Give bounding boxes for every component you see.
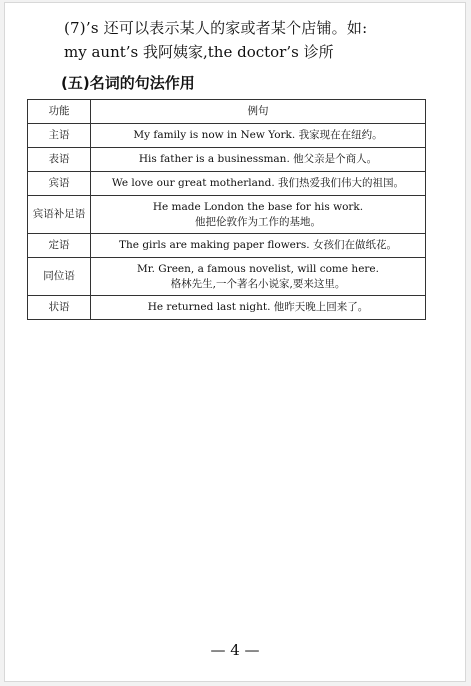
table-row xyxy=(28,148,426,172)
intro-line-1: (7)’s 还可以表示某人的家或者某个店铺。如: xyxy=(64,19,368,37)
example-line: He returned last night. 他昨天晚上回来了。 xyxy=(147,301,369,313)
function-cell: 宾语补足语 xyxy=(28,196,91,234)
table-row xyxy=(28,296,426,320)
table-header-row xyxy=(28,100,426,124)
example-line: He made London the base for his work. xyxy=(152,200,364,213)
noun-function-table xyxy=(27,99,426,320)
example-cell xyxy=(91,124,426,148)
example-line: We love our great motherland. 我们热爱我们伟大的祖国。 xyxy=(111,177,405,189)
function-cell: 状语 xyxy=(28,296,91,320)
page-number: — 4 — xyxy=(210,641,260,659)
function-cell: 主语 xyxy=(28,124,91,148)
section-heading: (五)名词的句法作用 xyxy=(61,74,195,92)
example-line: 格林先生,一个著名小说家,要来这里。 xyxy=(170,277,346,290)
function-cell: 表语 xyxy=(28,148,91,172)
table-row xyxy=(28,258,426,296)
example-line: The girls are making paper flowers. 女孩们在做纸花。 xyxy=(119,239,397,251)
function-cell: 定语 xyxy=(28,234,91,258)
table-row xyxy=(28,196,426,234)
example-cell xyxy=(91,234,426,258)
example-cell xyxy=(91,172,426,196)
example-cell xyxy=(91,296,426,320)
example-line: 他把伦敦作为工作的基地。 xyxy=(195,215,321,228)
function-cell: 同位语 xyxy=(28,258,91,296)
document-page xyxy=(4,2,466,682)
intro-line-2: my aunt’s 我阿姨家,the doctor’s 诊所 xyxy=(64,43,334,61)
example-cell xyxy=(91,196,426,234)
example-line: My family is now in New York. 我家现在在纽约。 xyxy=(133,129,383,141)
table-row xyxy=(28,124,426,148)
table-row xyxy=(28,234,426,258)
example-line: His father is a businessman. 他父亲是个商人。 xyxy=(138,153,378,165)
example-cell xyxy=(91,258,426,296)
example-line: Mr. Green, a famous novelist, will come here. xyxy=(137,262,379,275)
example-cell xyxy=(91,148,426,172)
column-header-function: 功能 xyxy=(28,100,91,124)
function-cell: 宾语 xyxy=(28,172,91,196)
column-header-example: 例句 xyxy=(91,100,426,124)
table-row xyxy=(28,172,426,196)
